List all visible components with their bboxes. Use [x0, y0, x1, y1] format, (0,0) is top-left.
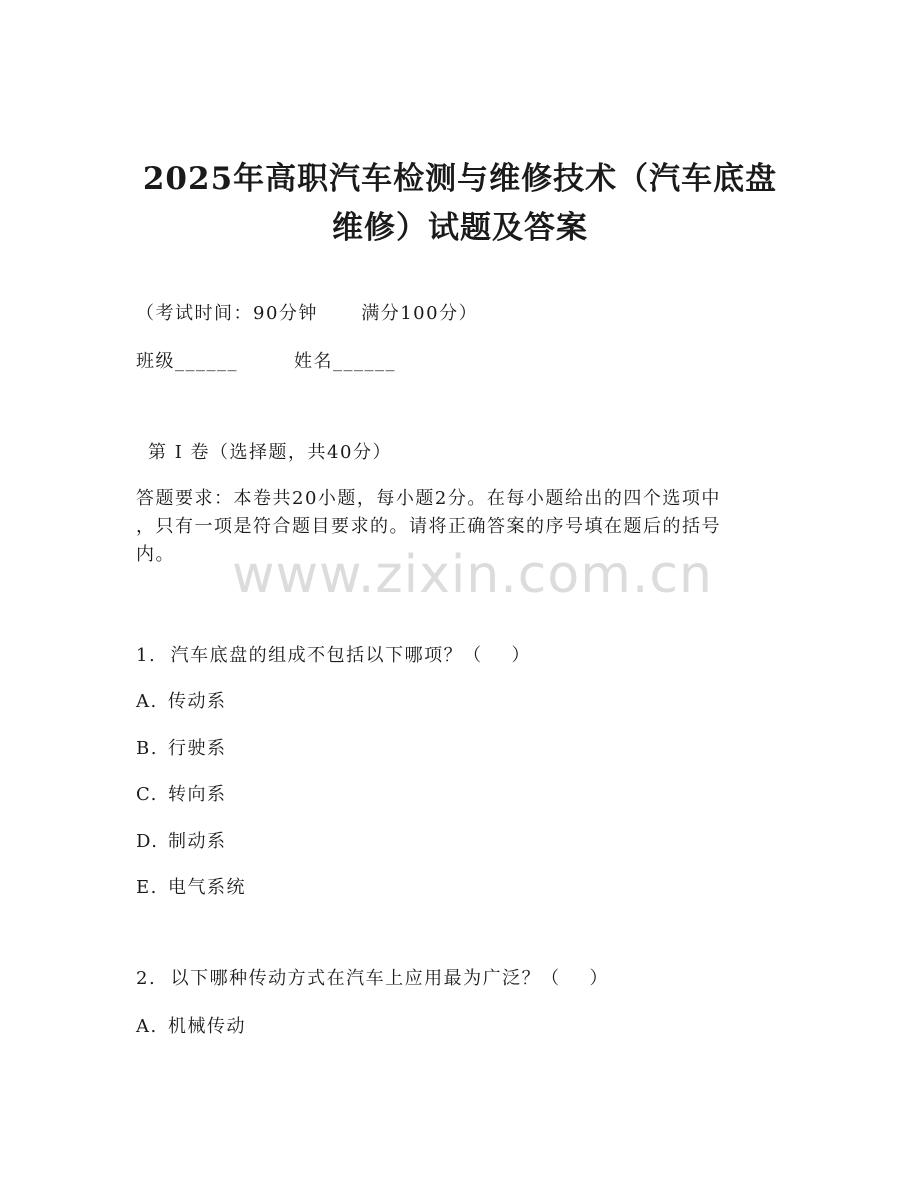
option-letter: A. [136, 691, 158, 712]
option-letter: B. [136, 738, 158, 759]
exam-info: （考试时间：90分钟 满分100分） [136, 303, 479, 324]
document-title-line-2: 维修）试题及答案 [332, 210, 588, 246]
name-field: 姓名______ [294, 351, 396, 372]
question-1-stem: 1. 汽车底盘的组成不包括以下哪项？（ ） [136, 645, 532, 666]
option-letter: D. [136, 831, 159, 852]
question-1-option-e [136, 877, 246, 899]
option-text: 行驶系 [168, 738, 227, 759]
class-field: 班级______ [136, 351, 238, 372]
option-letter: A. [136, 1016, 158, 1037]
instructions-line-1: 答题要求：本卷共20小题，每小题2分。在每小题给出的四个选项中 [136, 488, 721, 509]
document-title-line-1: 2025年高职汽车检测与维修技术（汽车底盘 [142, 161, 778, 197]
option-letter: E. [136, 877, 158, 898]
option-text: 机械传动 [168, 1016, 246, 1037]
question-1-option-c [136, 784, 227, 806]
option-text: 制动系 [168, 831, 227, 852]
option-text: 传动系 [168, 691, 227, 712]
question-2-option-a [136, 1016, 246, 1038]
question-1-option-d [136, 831, 227, 853]
instructions-line-2: ，只有一项是符合题目要求的。请将正确答案的序号填在题后的括号 [136, 516, 721, 537]
question-1-option-b [136, 738, 227, 760]
option-text: 转向系 [168, 784, 227, 805]
watermark: www.zixin.com.cn [232, 545, 713, 605]
option-text: 电气系统 [168, 877, 246, 898]
question-1-option-a [136, 691, 227, 713]
instructions-line-3: 内。 [136, 544, 175, 565]
option-letter: C. [136, 784, 158, 805]
question-2-stem: 2. 以下哪种传动方式在汽车上应用最为广泛？（ ） [136, 968, 610, 989]
section-heading: 第 I 卷（选择题，共40分） [148, 442, 392, 463]
